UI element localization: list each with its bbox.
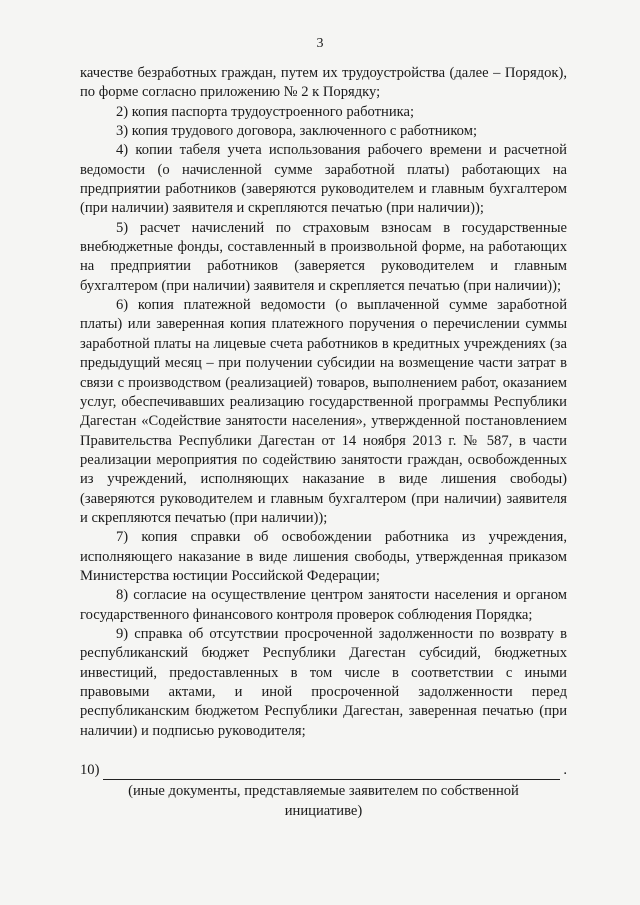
list-item-8: 8) согласие на осуществление центром занятости населения и органом государственного финансового контроля проверок соблюдения Порядка;	[80, 587, 567, 623]
document-body	[80, 64, 567, 741]
list-item-10-fill-line	[80, 761, 567, 780]
list-item-9: 9) справка об отсутствии просроченной задолженности по возврату в республиканский бюджет Республики Дагестан субсидий, бюджетных инвестиций, предоставленных в том числе в соответствии с иными правовыми актами, и иной просроченной задолженности перед республиканским бюджетом Республики Дагестан, заверенная печатью (при наличии) и подписью руководителя;	[80, 625, 567, 739]
list-item-5: 5) расчет начислений по страховым взносам в государственные внебюджетные фонды, составленный в произвольной форме, на работающих на предприятии работников (заверяется руководителем и главным бухгалтером (при наличии) заявителя и скрепляется печатью (при наличии));	[80, 219, 567, 294]
list-item-3: 3) копия трудового договора, заключенного с работником;	[116, 123, 477, 140]
list-item-4: 4) копии табеля учета использования рабочего времени и расчетной ведомости (о начисленной сумме заработной платы) работающих на предприятии работников (заверяются руководителем и главным бухгалтером (при наличии) заявителя и скрепляются печатью (при наличии));	[80, 142, 567, 217]
fill-line-period: .	[563, 762, 567, 778]
page-number: 3	[316, 36, 324, 51]
list-item-7: 7) копия справки об освобождении работника из учреждения, исполняющего наказание в виде лишения свободы, утвержденная приказом Министерства юстиции Российской Федерации;	[80, 529, 567, 584]
fill-line-caption: (иные документы, представляемые заявителем по собственной инициативе)	[128, 783, 519, 819]
paragraph-continuation: качестве безработных граждан, путем их трудоустройства (далее – Порядок), по форме согласно приложению № 2 к Порядку;	[80, 65, 567, 101]
blank-underline	[103, 764, 560, 780]
list-item-2: 2) копия паспорта трудоустроенного работника;	[116, 103, 415, 120]
list-item-6: 6) копия платежной ведомости (о выплаченной сумме заработной платы) или заверенная копия платежного поручения о перечислении суммы заработной платы на лицевые счета работников в кредитных учреждениях (за предыдущий месяц – при получении субсидии на возмещение части затрат в связи с производством (реализацией) товаров, выполнением работ, оказанием услуг, обеспечивавших реализацию государственной программы Республики Дагестан «Содействие занятости населения», утвержденной постановлением Правительства Республики Дагестан от 14 ноября 2013 г. № 587, в части реализации мероприятия по содействию занятости граждан, освобожденных из учреждений, исполняющих наказание в виде лишения свободы) (заверяются руководителем и главным бухгалтером (при наличии) заявителя и скрепляются печатью (при наличии));	[80, 297, 567, 526]
list-item-10-number: 10)	[80, 762, 100, 778]
